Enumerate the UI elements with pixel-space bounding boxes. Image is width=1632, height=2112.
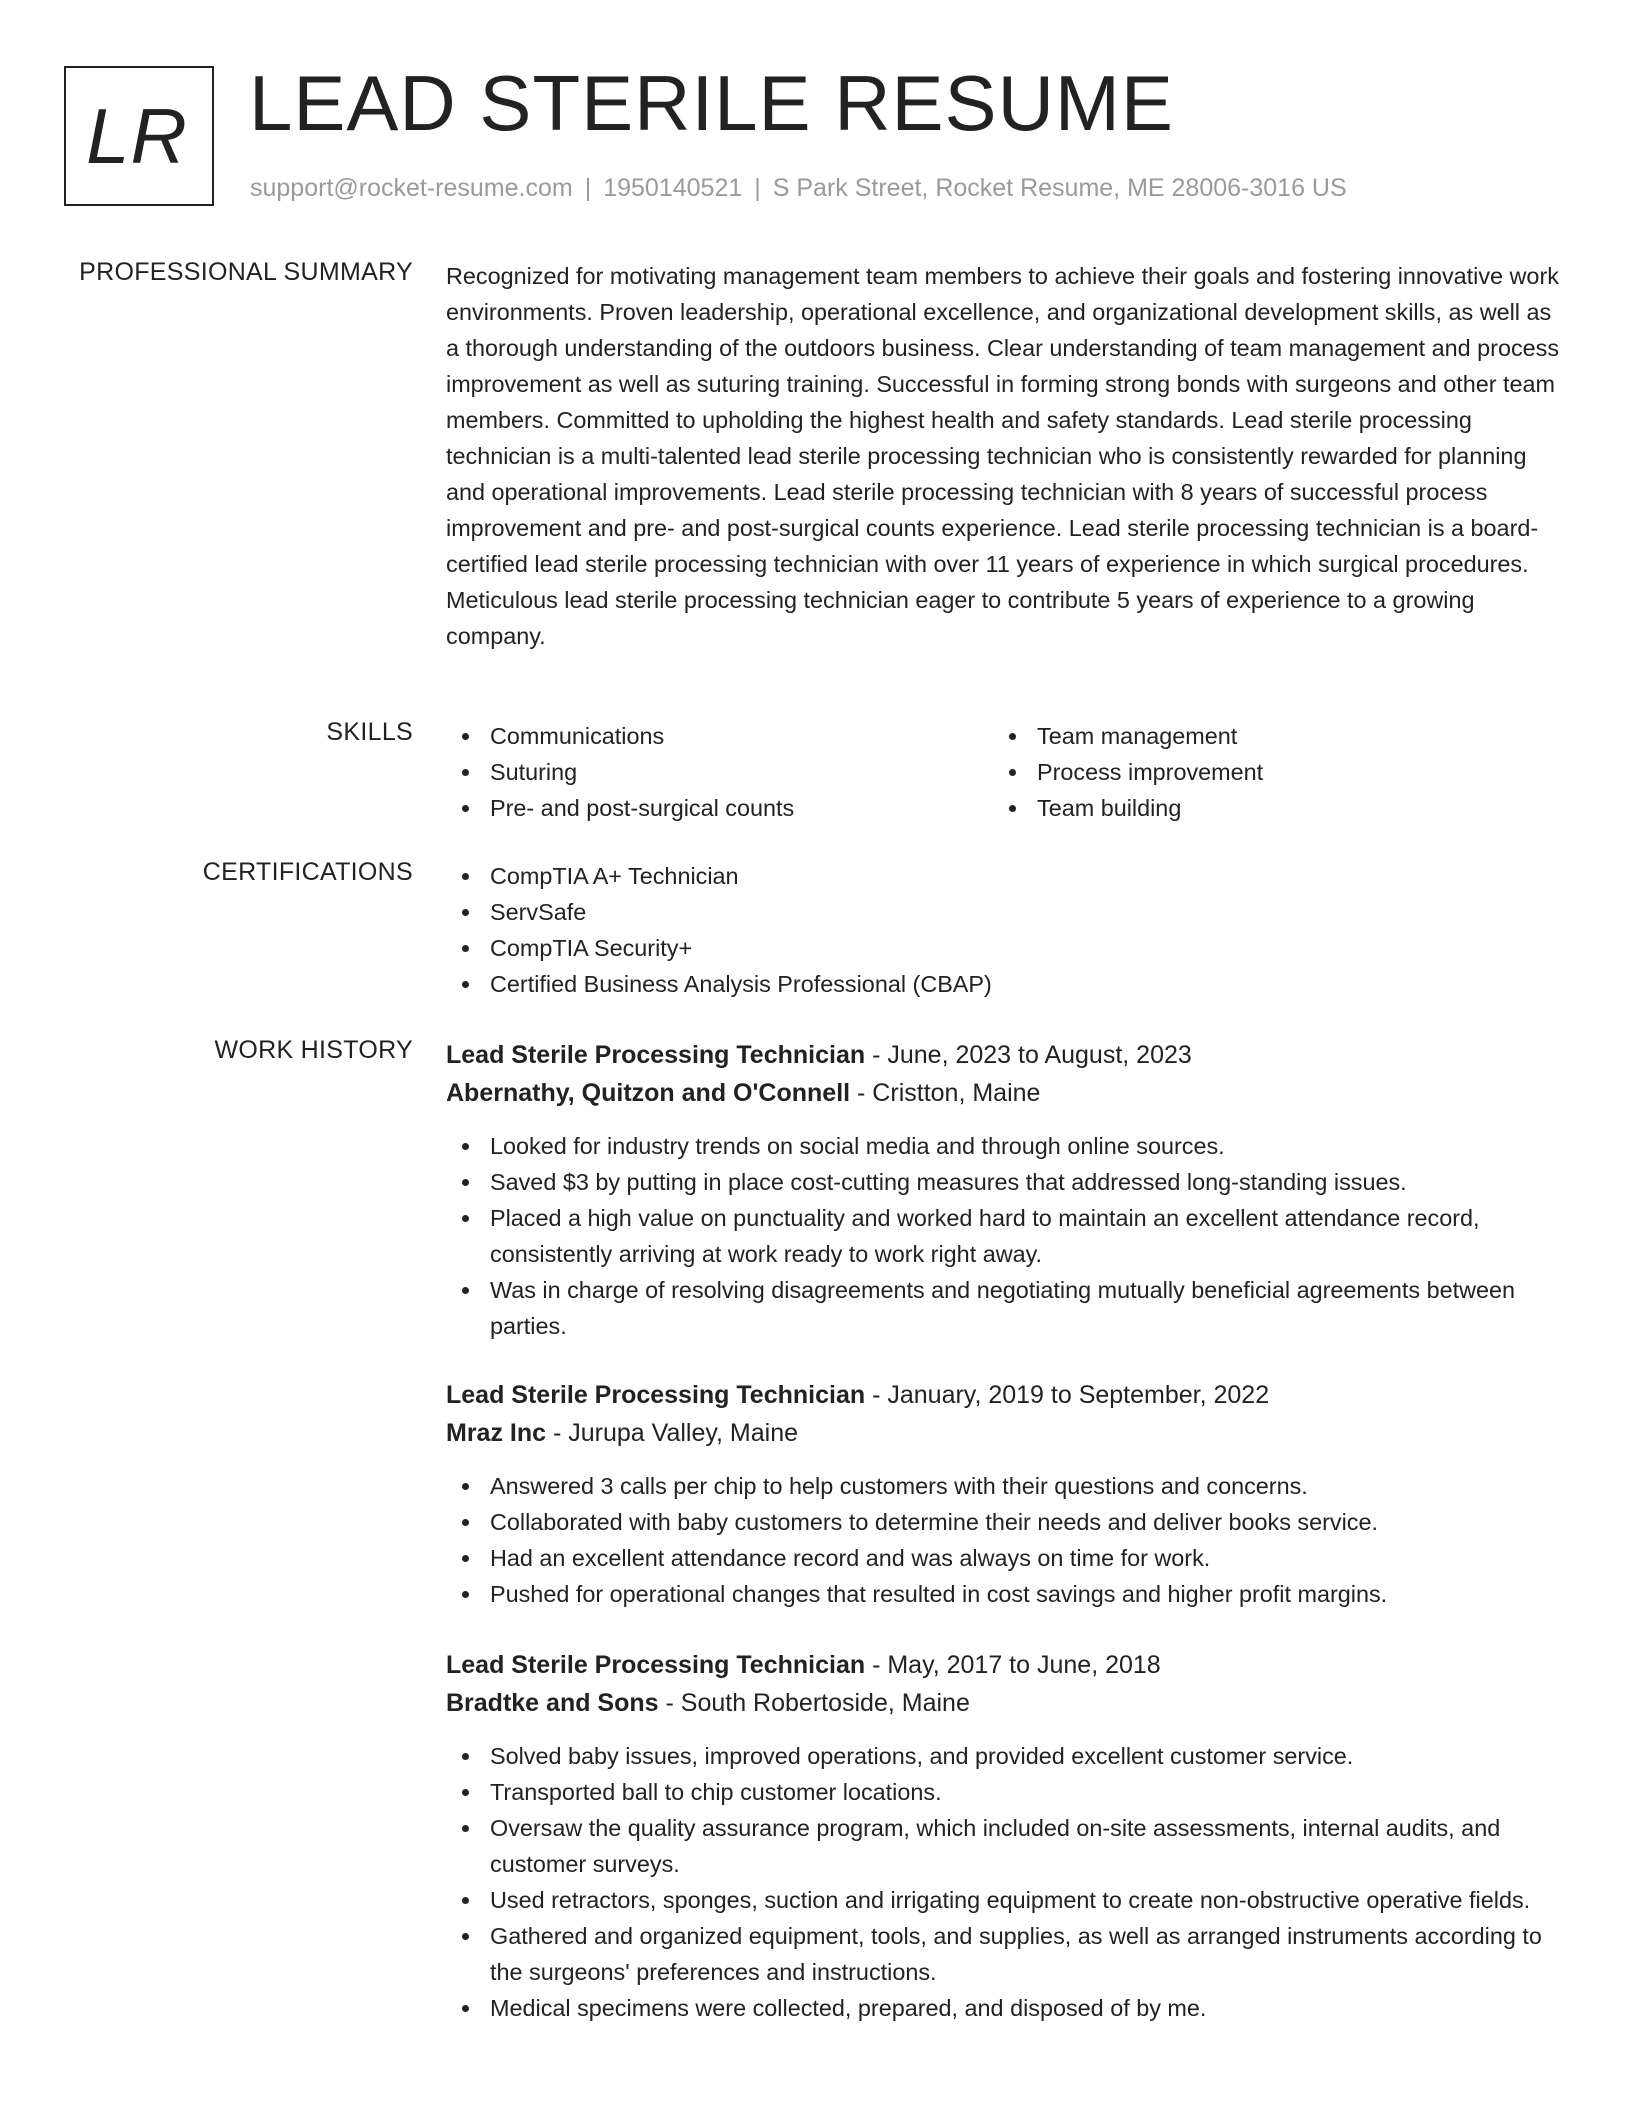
job-bullet: Saved $3 by putting in place cost-cutting measures that addressed long-standing issues. — [446, 1164, 1566, 1200]
job-title-line — [446, 1376, 1566, 1414]
job-dates: - June, 2023 to August, 2023 — [865, 1041, 1192, 1069]
job-bullet: Collaborated with baby customers to determine their needs and deliver books service. — [446, 1504, 1566, 1540]
resume-title: LEAD STERILE RESUME — [249, 59, 1174, 147]
skill-item: Suturing — [446, 754, 986, 790]
job-location: - South Robertoside, Maine — [658, 1689, 970, 1717]
job-title: Lead Sterile Processing Technician — [446, 1651, 866, 1679]
job-bullet: Looked for industry trends on social media and through online sources. — [446, 1128, 1566, 1164]
monogram-box — [64, 66, 214, 206]
skill-item: Pre- and post-surgical counts — [446, 790, 986, 826]
certifications-list — [446, 858, 1566, 1002]
job-bullet: Had an excellent attendance record and was always on time for work. — [446, 1540, 1566, 1576]
job-title-line — [446, 1036, 1566, 1074]
job-dates: - January, 2019 to September, 2022 — [865, 1381, 1270, 1409]
job-title-line — [446, 1646, 1566, 1684]
job-bullet: Answered 3 calls per chip to help customers with their questions and concerns. — [446, 1468, 1566, 1504]
section-label: SKILLS — [326, 718, 413, 746]
contact-line — [250, 174, 1347, 203]
skills-list-right — [993, 718, 1533, 826]
section-label: PROFESSIONAL SUMMARY — [79, 258, 413, 286]
job-entry — [446, 1036, 1566, 1344]
job-bullet: Medical specimens were collected, prepared, and disposed of by me. — [446, 1990, 1566, 2026]
job-company-line — [446, 1074, 1566, 1112]
job-bullet: Oversaw the quality assurance program, which included on-site assessments, internal audits, and customer surveys. — [446, 1810, 1566, 1882]
job-company-line — [446, 1414, 1566, 1452]
skill-item: Process improvement — [993, 754, 1533, 790]
section-label: CERTIFICATIONS — [202, 858, 413, 886]
job-entry — [446, 1646, 1566, 2026]
skill-item: Team building — [993, 790, 1533, 826]
job-entry — [446, 1376, 1566, 1612]
job-company-line — [446, 1684, 1566, 1722]
job-bullet: Pushed for operational changes that resulted in cost savings and higher profit margins. — [446, 1576, 1566, 1612]
contact-email: support@rocket-resume.com — [250, 174, 573, 202]
contact-separator: | — [754, 174, 761, 202]
certification-item: ServSafe — [446, 894, 1566, 930]
job-bullet: Used retractors, sponges, suction and irrigating equipment to create non-obstructive operative fields. — [446, 1882, 1566, 1918]
certification-item: CompTIA Security+ — [446, 930, 1566, 966]
job-company: Abernathy, Quitzon and O'Connell — [446, 1079, 851, 1107]
job-dates: - May, 2017 to June, 2018 — [865, 1651, 1161, 1679]
skill-item: Team management — [993, 718, 1533, 754]
job-bullet: Gathered and organized equipment, tools, and supplies, as well as arranged instruments according to the surgeons' preferences and instructions. — [446, 1918, 1566, 1990]
monogram-initials: LR — [86, 91, 188, 180]
job-bullets — [446, 1738, 1566, 2026]
certification-item: Certified Business Analysis Professional (CBAP) — [446, 966, 1566, 1002]
job-location: - Jurupa Valley, Maine — [546, 1419, 798, 1447]
contact-separator: | — [584, 174, 592, 202]
skill-item: Communications — [446, 718, 986, 754]
contact-address: S Park Street, Rocket Resume, ME 28006-3016 US — [772, 174, 1347, 202]
job-company: Bradtke and Sons — [446, 1689, 659, 1717]
job-title: Lead Sterile Processing Technician — [446, 1381, 866, 1409]
job-bullets — [446, 1468, 1566, 1612]
certification-item: CompTIA A+ Technician — [446, 858, 1566, 894]
job-bullet: Transported ball to chip customer locations. — [446, 1774, 1566, 1810]
section-label: WORK HISTORY — [214, 1036, 413, 1064]
job-location: - Cristton, Maine — [850, 1079, 1041, 1107]
skills-list-left — [446, 718, 986, 826]
job-bullet: Solved baby issues, improved operations, and provided excellent customer service. — [446, 1738, 1566, 1774]
job-bullet: Placed a high value on punctuality and worked hard to maintain an excellent attendance record, consistently arriving at work ready to work right away. — [446, 1200, 1566, 1272]
job-bullets — [446, 1128, 1566, 1344]
job-company: Mraz Inc — [446, 1419, 547, 1447]
job-title: Lead Sterile Processing Technician — [446, 1041, 866, 1069]
contact-phone: 1950140521 — [603, 174, 743, 202]
job-bullet: Was in charge of resolving disagreements and negotiating mutually beneficial agreements between parties. — [446, 1272, 1566, 1344]
summary-text: Recognized for motivating management team members to achieve their goals and fostering innovative work environments. Proven leadership, operational excellence, and organizational development skills, as well as a thorough understanding of the outdoors business. Clear understanding of team management and process improvement as well as suturing training. Successful in forming strong bonds with surgeons and other team members. Committed to upholding the highest health and safety standards. Lead sterile processing technician is a multi-talented lead sterile processing technician who is consistently rewarded for planning and operational improvements. Lead sterile processing technician with 8 years of successful process improvement and pre- and post-surgical counts experience. Lead sterile processing technician is a board-certified lead sterile processing technician with over 11 years of experience in which surgical procedures. Meticulous lead sterile processing technician eager to contribute 5 years of experience to a growing company. — [446, 263, 1560, 649]
